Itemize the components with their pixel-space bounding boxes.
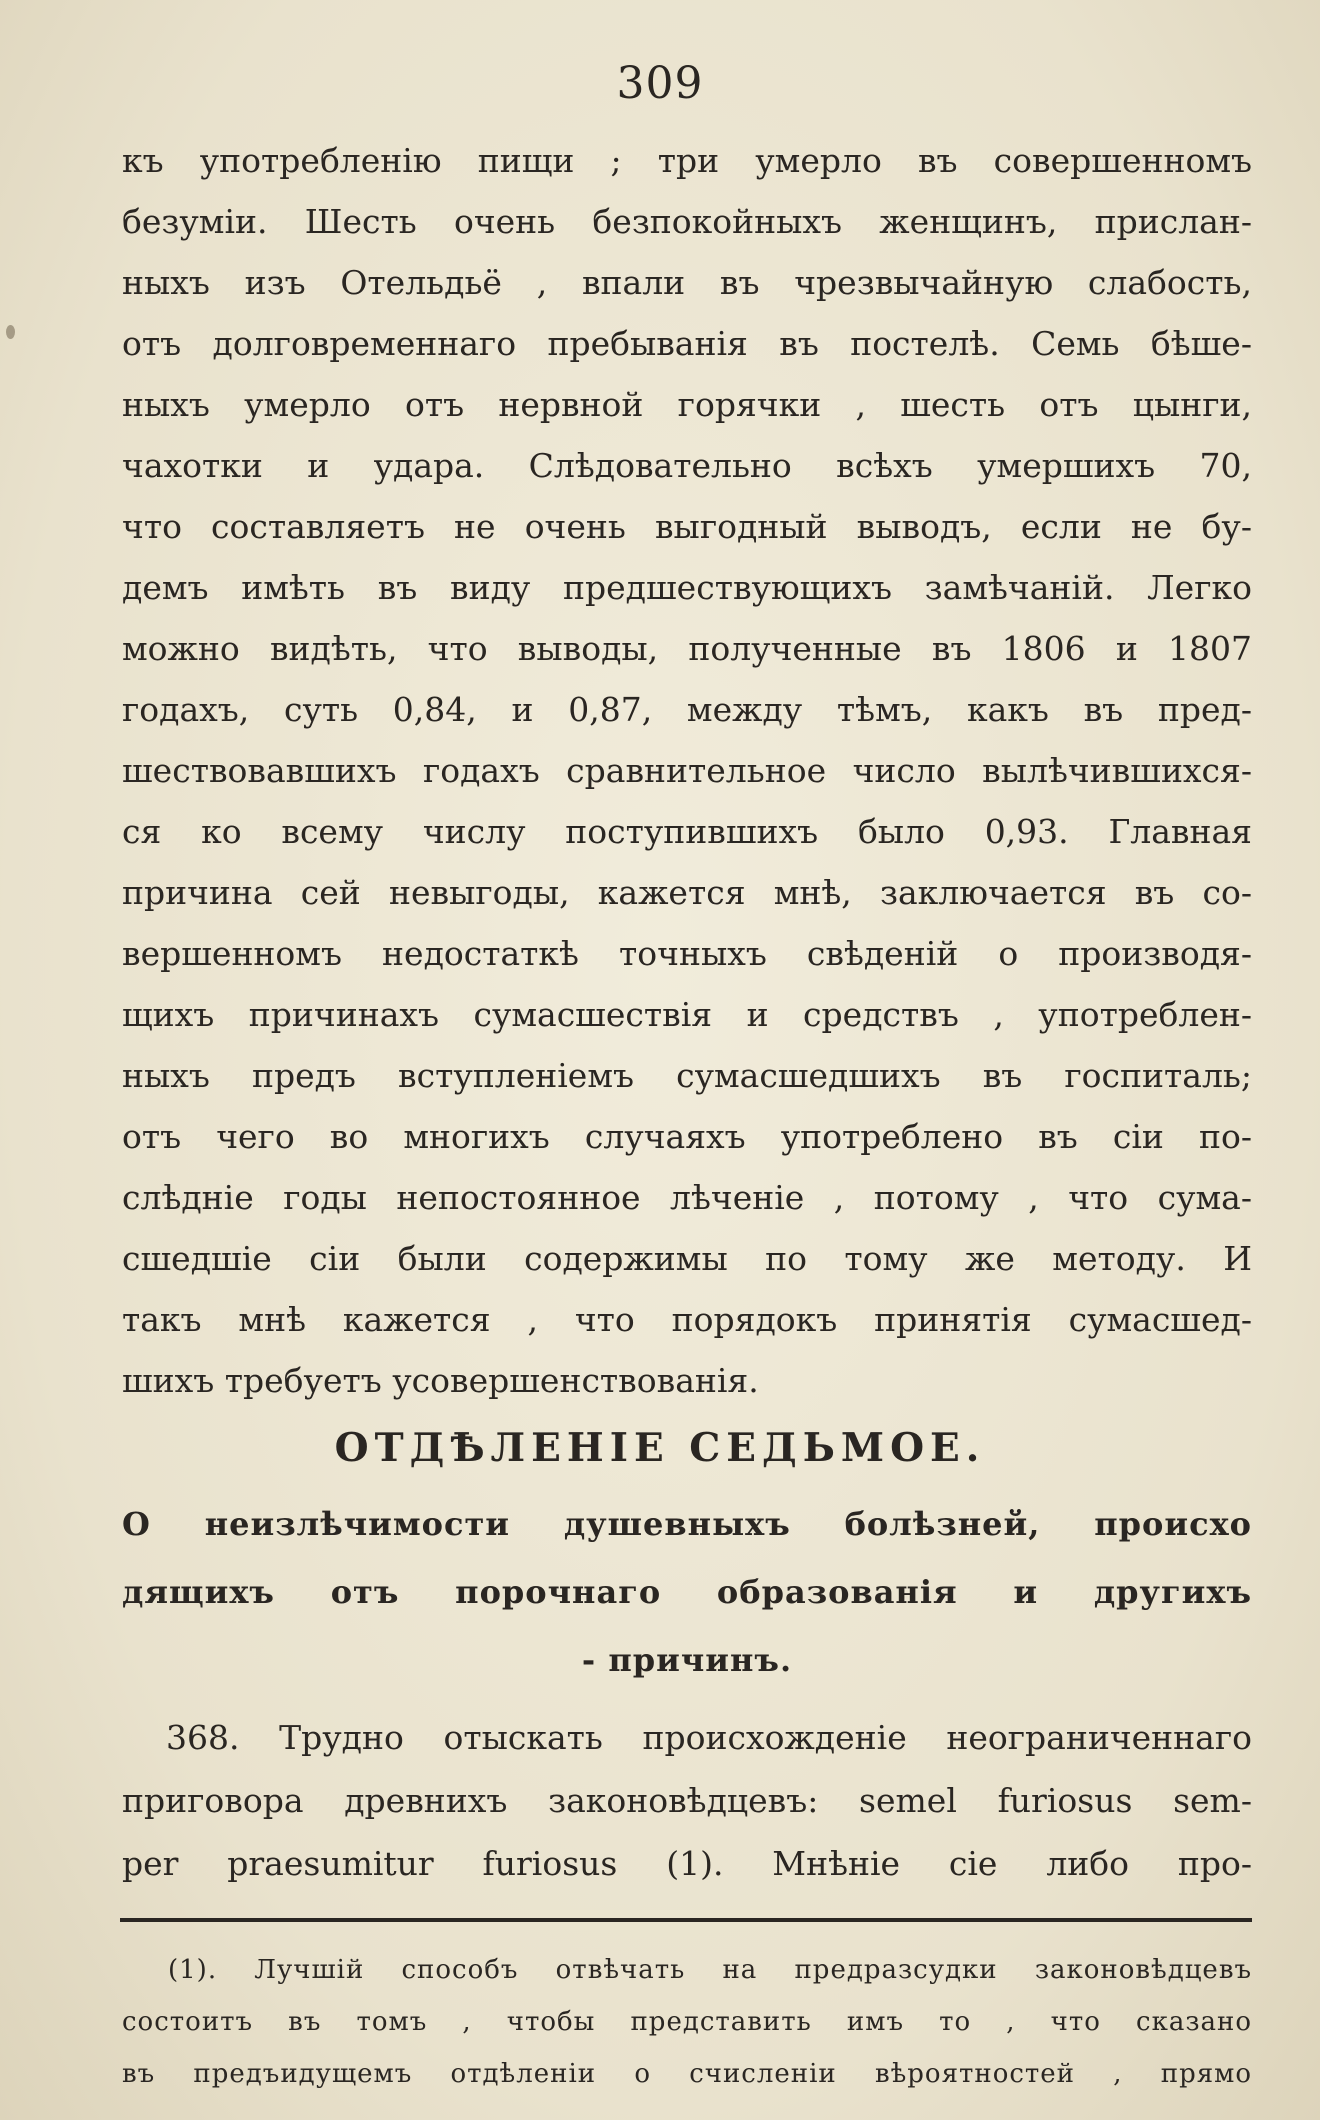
footnote-line: въ предъидущемъ отдѣленіи о счисленіи вѣроятностей , прямо	[122, 2059, 1252, 2089]
text-line: демъ имѣть въ виду предшествующихъ замѣчаній. Легко	[122, 568, 1252, 607]
text-line: такъ мнѣ кажется , что порядокъ принятія сумасшед-	[122, 1300, 1252, 1339]
text-line: безуміи. Шесть очень безпокойныхъ женщинъ, прислан-	[122, 202, 1252, 241]
footnote	[122, 1944, 1252, 2100]
text-line: что составляетъ не очень выгодный выводъ, если не бу-	[122, 507, 1252, 546]
text-line: ныхъ изъ Отельдьё , впали въ чрезвычайную слабость,	[122, 263, 1252, 302]
text-line: шихъ требуетъ усовершенствованія.	[122, 1361, 759, 1400]
footnote-line: состоитъ въ томъ , чтобы представить имъ то , что сказано	[122, 2007, 1252, 2037]
text-line: къ употребленію пищи ; три умерло въ совершенномъ	[122, 141, 1252, 180]
text-line: отъ долговременнаго пребыванія въ постелѣ. Семь бѣше-	[122, 324, 1252, 363]
text-line: ныхъ предъ вступленіемъ сумасшедшихъ въ госпиталь;	[122, 1056, 1252, 1095]
text-line: шествовавшихъ годахъ сравнительное число вылѣчившихся-	[122, 751, 1252, 790]
paragraph-368	[122, 1706, 1252, 1895]
text-line: отъ чего во многихъ случаяхъ употреблено въ сіи по-	[122, 1117, 1252, 1156]
text-line: сшедшіе сіи были содержимы по тому же методу. И	[122, 1239, 1252, 1278]
section-title: ОТДѢЛЕНІЕ СЕДЬМОЕ.	[334, 1425, 986, 1471]
footnote-divider	[120, 1918, 1252, 1922]
footnote-line: (1). Лучшій способъ отвѣчать на предразсудки законовѣдцевъ	[168, 1955, 1252, 1985]
text-line: чахотки и удара. Слѣдовательно всѣхъ умершихъ 70,	[122, 446, 1252, 485]
text-line: per praesumitur furiosus (1). Мнѣніе сіе либо про-	[122, 1844, 1252, 1883]
section-subtitle	[122, 1490, 1252, 1694]
text-line: вершенномъ недостаткѣ точныхъ свѣденій о производя-	[122, 934, 1252, 973]
subtitle-line: О неизлѣчимости душевныхъ болѣзней, происхо	[122, 1505, 1252, 1543]
text-line: ся ко всему числу поступившихъ было 0,93. Главная	[122, 812, 1252, 851]
text-line: приговора древнихъ законовѣдцевъ: semel furiosus sem-	[122, 1781, 1252, 1820]
ink-spot	[6, 325, 15, 339]
text-line: причина сей невыгоды, кажется мнѣ, заключается въ со-	[122, 873, 1252, 912]
text-line: 368. Трудно отыскать происхожденіе неограниченнаго	[166, 1718, 1252, 1757]
body-text	[122, 130, 1252, 1411]
text-line: щихъ причинахъ сумасшествія и средствъ , употреблен-	[122, 995, 1252, 1034]
text-line: слѣдніе годы непостоянное лѣченіе , потому , что сума-	[122, 1178, 1252, 1217]
text-line: можно видѣть, что выводы, полученные въ 1806 и 1807	[122, 629, 1252, 668]
page-number: 309	[616, 58, 704, 109]
subtitle-line: дящихъ отъ порочнаго образованія и другихъ	[122, 1573, 1252, 1611]
text-line: ныхъ умерло отъ нервной горячки , шесть отъ цынги,	[122, 385, 1252, 424]
text-line: годахъ, суть 0,84, и 0,87, между тѣмъ, какъ въ пред-	[122, 690, 1252, 729]
subtitle-line: - причинъ.	[581, 1641, 793, 1679]
